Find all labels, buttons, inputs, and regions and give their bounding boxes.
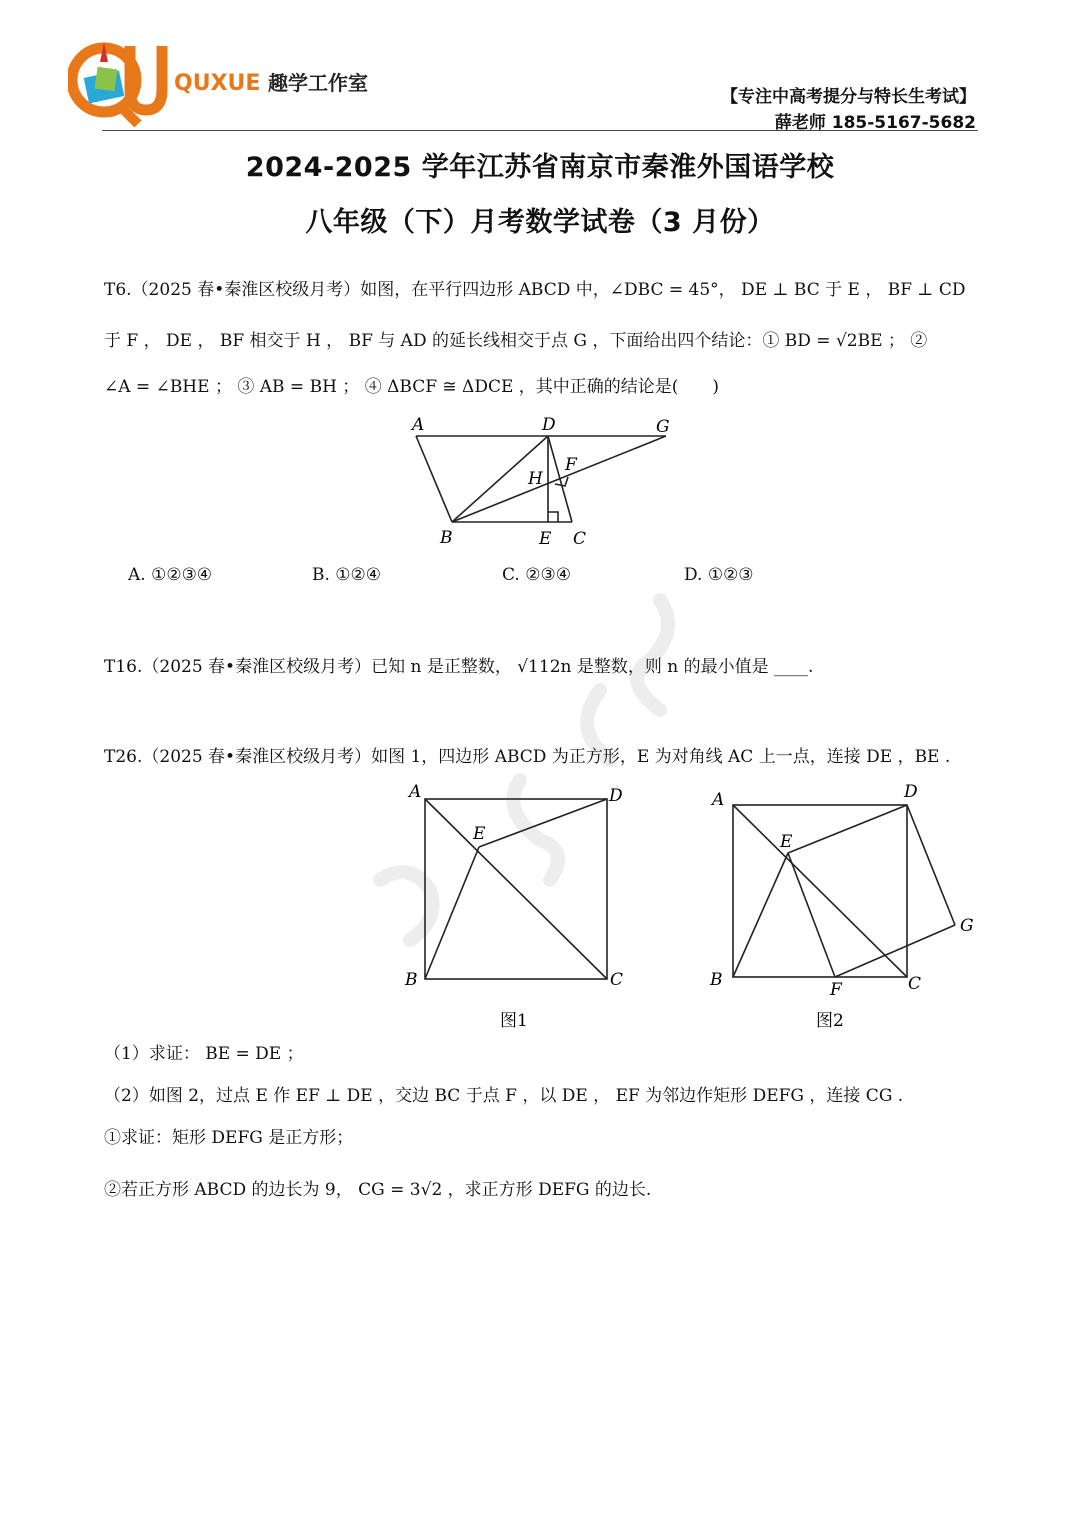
fig2-label-c: C bbox=[908, 974, 922, 994]
q6-figure bbox=[400, 410, 690, 550]
q26-sub2: ②若正方形 ABCD 的边长为 9， CG = 3√2 ，求正方形 DEFG 的边长. bbox=[104, 1180, 652, 1200]
fig1-label-c: C bbox=[610, 970, 624, 990]
q6-label-c: C bbox=[573, 529, 587, 549]
q6-option-d: D. ①②③ bbox=[684, 565, 754, 585]
q6-option-a: A. ①②③④ bbox=[128, 565, 213, 585]
fig2-label-b: B bbox=[710, 970, 723, 990]
title-line2: 八年级（下）月考数学试卷（3 月份） bbox=[305, 207, 775, 238]
fig2-label-a: A bbox=[712, 790, 725, 810]
q26-intro: T26.（2025 春•秦淮区校级月考）如图 1，四边形 ABCD 为正方形，E 为对角线 AC 上一点，连接 DE ，BE . bbox=[104, 747, 951, 767]
fig1-label-b: B bbox=[405, 970, 418, 990]
q26-part2: （2）如图 2，过点 E 作 EF ⊥ DE ，交边 BC 于点 F ，以 DE ， EF 为邻边作矩形 DEFG ，连接 CG . bbox=[104, 1086, 904, 1106]
fig2-label-f: F bbox=[830, 980, 842, 1000]
fig1-label-a: A bbox=[409, 782, 422, 802]
q6-label-f: F bbox=[565, 455, 577, 475]
brand-cn: 趣学工作室 bbox=[268, 71, 368, 95]
q6-option-c: C. ②③④ bbox=[502, 565, 571, 585]
title-line1: 2024-2025 学年江苏省南京市秦淮外国语学校 bbox=[245, 152, 835, 183]
quxue-logo-icon bbox=[68, 38, 388, 128]
fig1-label-e: E bbox=[473, 824, 486, 844]
q6-label-a: A bbox=[412, 415, 425, 435]
q6-line1: T6.（2025 春•秦淮区校级月考）如图，在平行四边形 ABCD 中，∠DBC = 45°， DE ⊥ BC 于 E ， BF ⊥ CD bbox=[104, 280, 966, 300]
q6-label-d: D bbox=[542, 415, 556, 435]
q6-line2: 于 F ， DE ， BF 相交于 H ， BF 与 AD 的延长线相交于点 G ，下面给出四个结论：① BD = √2BE ； ② bbox=[104, 331, 928, 351]
brand-en: QUXUE bbox=[174, 71, 261, 96]
q6-label-h: H bbox=[528, 469, 543, 489]
fig2-label-g: G bbox=[960, 916, 974, 936]
watermark bbox=[340, 560, 760, 980]
q6-label-e: E bbox=[539, 529, 552, 549]
q6-option-b: B. ①②④ bbox=[312, 565, 382, 585]
q16-text: T16.（2025 春•秦淮区校级月考）已知 n 是正整数， √112n 是整数，则 n 的最小值是 ____. bbox=[104, 657, 814, 677]
fig1-caption: 图1 bbox=[500, 1011, 528, 1031]
fig2-caption: 图2 bbox=[816, 1011, 844, 1031]
fig1-label-d: D bbox=[609, 786, 623, 806]
fig2-label-d: D bbox=[904, 782, 918, 802]
header-divider bbox=[102, 130, 978, 131]
q6-line3: ∠A = ∠BHE ； ③ AB = BH ； ④ ΔBCF ≅ ΔDCE ，其中正确的结论是( ) bbox=[104, 377, 720, 397]
slogan: 【专注中高考提分与特长生考试】 bbox=[721, 87, 976, 107]
q26-sub1: ①求证：矩形 DEFG 是正方形； bbox=[104, 1128, 354, 1148]
logo bbox=[68, 38, 388, 128]
q26-part1: （1）求证： BE = DE ； bbox=[104, 1044, 304, 1064]
contact: 薛老师 185-5167-5682 bbox=[774, 113, 976, 133]
q6-label-g: G bbox=[656, 417, 670, 437]
fig2-label-e: E bbox=[780, 832, 793, 852]
q6-label-b: B bbox=[440, 528, 453, 548]
